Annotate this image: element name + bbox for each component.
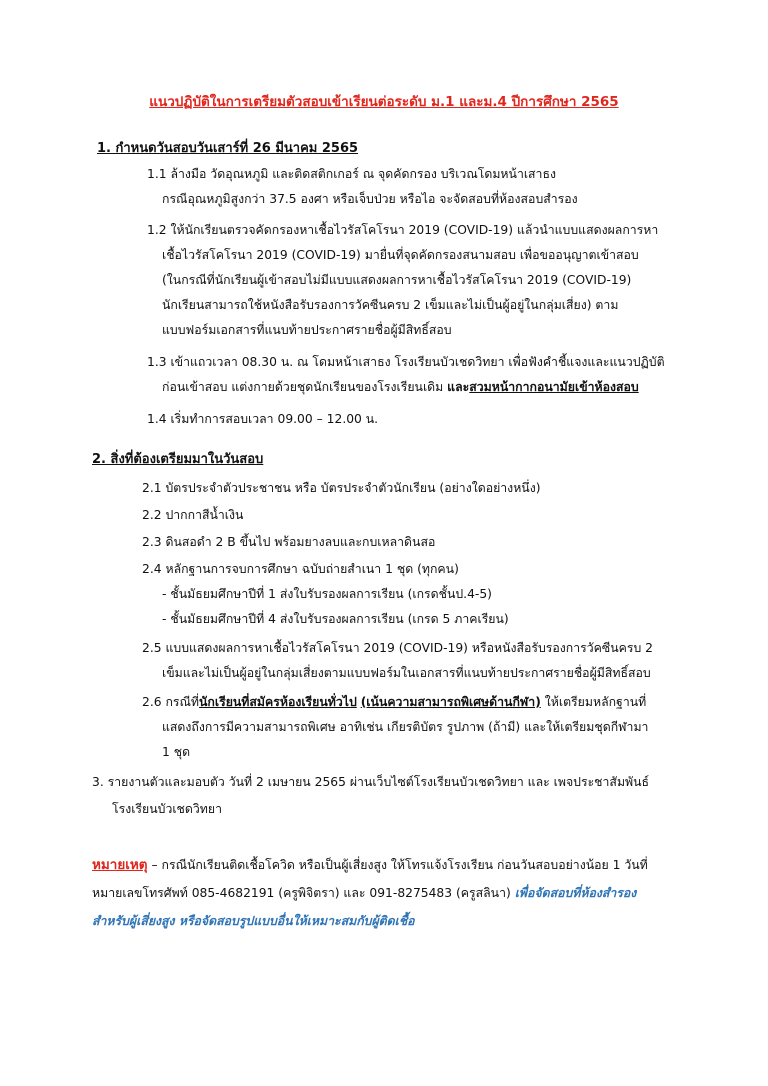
section-3-line2: โรงเรียนบัวเชดวิทยา <box>112 802 222 816</box>
item-1-2-line2: เชื้อไวรัสโคโรนา 2019 (COVID-19) มายื่นที่จุดคัดกรองสนามสอบ เพื่อขออนุญาตเข้าสอบ <box>162 248 639 262</box>
item-2-2: 2.2 ปากกาสีน้ำเงิน <box>142 508 244 522</box>
item-2-6-prefix: 2.6 กรณีที่ <box>142 695 200 709</box>
note-line3: สำหรับผู้เสี่ยงสูง หรือจัดสอบรูปแบบอื่นให้เหมาะสมกับผู้ติดเชื้อ <box>92 914 415 928</box>
item-2-5-line2: เข็มและไม่เป็นผู้อยู่ในกลุ่มเสี่ยงตามแบบฟอร์มในเอกสารที่แนบท้ายประกาศรายชื่อผู้มีสิทธิ์สอบ <box>162 666 651 680</box>
item-2-6-sports-emphasis: (เน้นความสามารถพิเศษด้านกีฬา) <box>360 695 541 709</box>
note-label: หมายเหตุ <box>92 857 148 873</box>
note-reserve-room: เพื่อจัดสอบที่ห้องสำรอง <box>514 886 637 900</box>
section-2-heading: 2. สิ่งที่ต้องเตรียมมาในวันสอบ <box>92 452 264 467</box>
note-line1-text: – กรณีนักเรียนติดเชื้อโควิด หรือเป็นผู้เสี่ยงสูง ให้โทรแจ้งโรงเรียน ก่อนวันสอบอย่างน้อย 1 วันที่ <box>147 858 648 872</box>
item-1-4: 1.4 เริ่มทำการสอบเวลา 09.00 – 12.00 น. <box>147 412 379 426</box>
item-1-3-line1: 1.3 เข้าแถวเวลา 08.30 น. ณ โดมหน้าเสาธง โรงเรียนบัวเชดวิทยา เพื่อฟังคำชี้แจงและแนวปฏิบัติ <box>147 355 665 369</box>
note-phone-numbers: หมายเลขโทรศัพท์ 085-4682191 (ครูพิจิตรา) และ 091-8275483 (ครูสลินา) <box>92 886 515 900</box>
item-2-6-general-class: นักเรียนที่สมัครห้องเรียนทั่วไป <box>199 695 357 709</box>
item-1-1-line1: 1.1 ล้างมือ วัดอุณหภูมิ และติดสติกเกอร์ ณ จุดคัดกรอง บริเวณโดมหน้าเสาธง <box>147 167 556 181</box>
item-1-1-line2: กรณีอุณหภูมิสูงกว่า 37.5 องศา หรือเจ็บป่วย หรือไอ จะจัดสอบที่ห้องสอบสำรอง <box>162 192 578 206</box>
item-2-1: 2.1 บัตรประจำตัวประชาชน หรือ บัตรประจำตัวนักเรียน (อย่างใดอย่างหนึ่ง) <box>142 481 541 495</box>
item-2-4-sub2: - ชั้นมัธยมศึกษาปีที่ 4 ส่งใบรับรองผลการเรียน (เกรด 5 ภาคเรียน) <box>162 612 509 626</box>
item-2-6-line1 <box>142 692 646 712</box>
item-1-2-line4: นักเรียนสามารถใช้หนังสือรับรองการวัคซีนครบ 2 เข็มและไม่เป็นผู้อยู่ในกลุ่มเสี่ยง) ตาม <box>162 298 619 312</box>
section-1-heading: 1. กำหนดวันสอบวันเสาร์ที่ 26 มีนาคม 2565 <box>97 141 359 156</box>
item-1-3-line2-text: ก่อนเข้าสอบ แต่งกายด้วยชุดนักเรียนของโรงเรียนเดิม <box>162 380 448 394</box>
item-1-3-mask-requirement: สวมหน้ากากอนามัยเข้าห้องสอบ <box>469 380 639 394</box>
item-2-5-line1: 2.5 แบบแสดงผลการหาเชื้อไวรัสโคโรนา 2019 (COVID-19) หรือหนังสือรับรองการวัคซีนครบ 2 <box>142 641 653 655</box>
item-1-2-line5: แบบฟอร์มเอกสารที่แนบท้ายประกาศรายชื่อผู้มีสิทธิ์สอบ <box>162 323 452 337</box>
section-3-line1: 3. รายงานตัวและมอบตัว วันที่ 2 เมษายน 2565 ผ่านเว็บไซต์โรงเรียนบัวเชดวิทยา และ เพจประชาสัมพันธ์ <box>92 775 650 789</box>
item-2-6-line2: แสดงถึงการมีความสามารถพิเศษ อาทิเช่น เกียรติบัตร รูปภาพ (ถ้ามี) และให้เตรียมชุดกีฬามา <box>162 720 649 734</box>
item-1-3-line2-and: และ <box>447 380 470 394</box>
item-2-4-line1: 2.4 หลักฐานการจบการศึกษา ฉบับถ่ายสำเนา 1 ชุด (ทุกคน) <box>142 562 459 576</box>
note-line1 <box>92 855 648 875</box>
item-2-6-suffix: ให้เตรียมหลักฐานที่ <box>540 695 647 709</box>
item-1-3-line2 <box>162 377 639 397</box>
item-2-3: 2.3 ดินสอดำ 2 B ขึ้นไป พร้อมยางลบและกบเหลาดินสอ <box>142 535 436 549</box>
item-1-2-line3: (ในกรณีที่นักเรียนผู้เข้าสอบไม่มีแบบแสดงผลการหาเชื้อไวรัสโคโรนา 2019 (COVID-19) <box>162 273 632 287</box>
document-title: แนวปฏิบัติในการเตรียมตัวสอบเข้าเรียนต่อระดับ ม.1 และม.4 ปีการศึกษา 2565 <box>149 94 619 110</box>
item-1-2-line1: 1.2 ให้นักเรียนตรวจคัดกรองหาเชื้อไวรัสโคโรนา 2019 (COVID-19) แล้วนำแบบแสดงผลการหา <box>147 223 659 237</box>
item-2-6-line3: 1 ชุด <box>162 745 191 759</box>
item-2-4-sub1: - ชั้นมัธยมศึกษาปีที่ 1 ส่งใบรับรองผลการเรียน (เกรดชั้นป.4-5) <box>162 587 492 601</box>
note-line2 <box>92 883 636 903</box>
